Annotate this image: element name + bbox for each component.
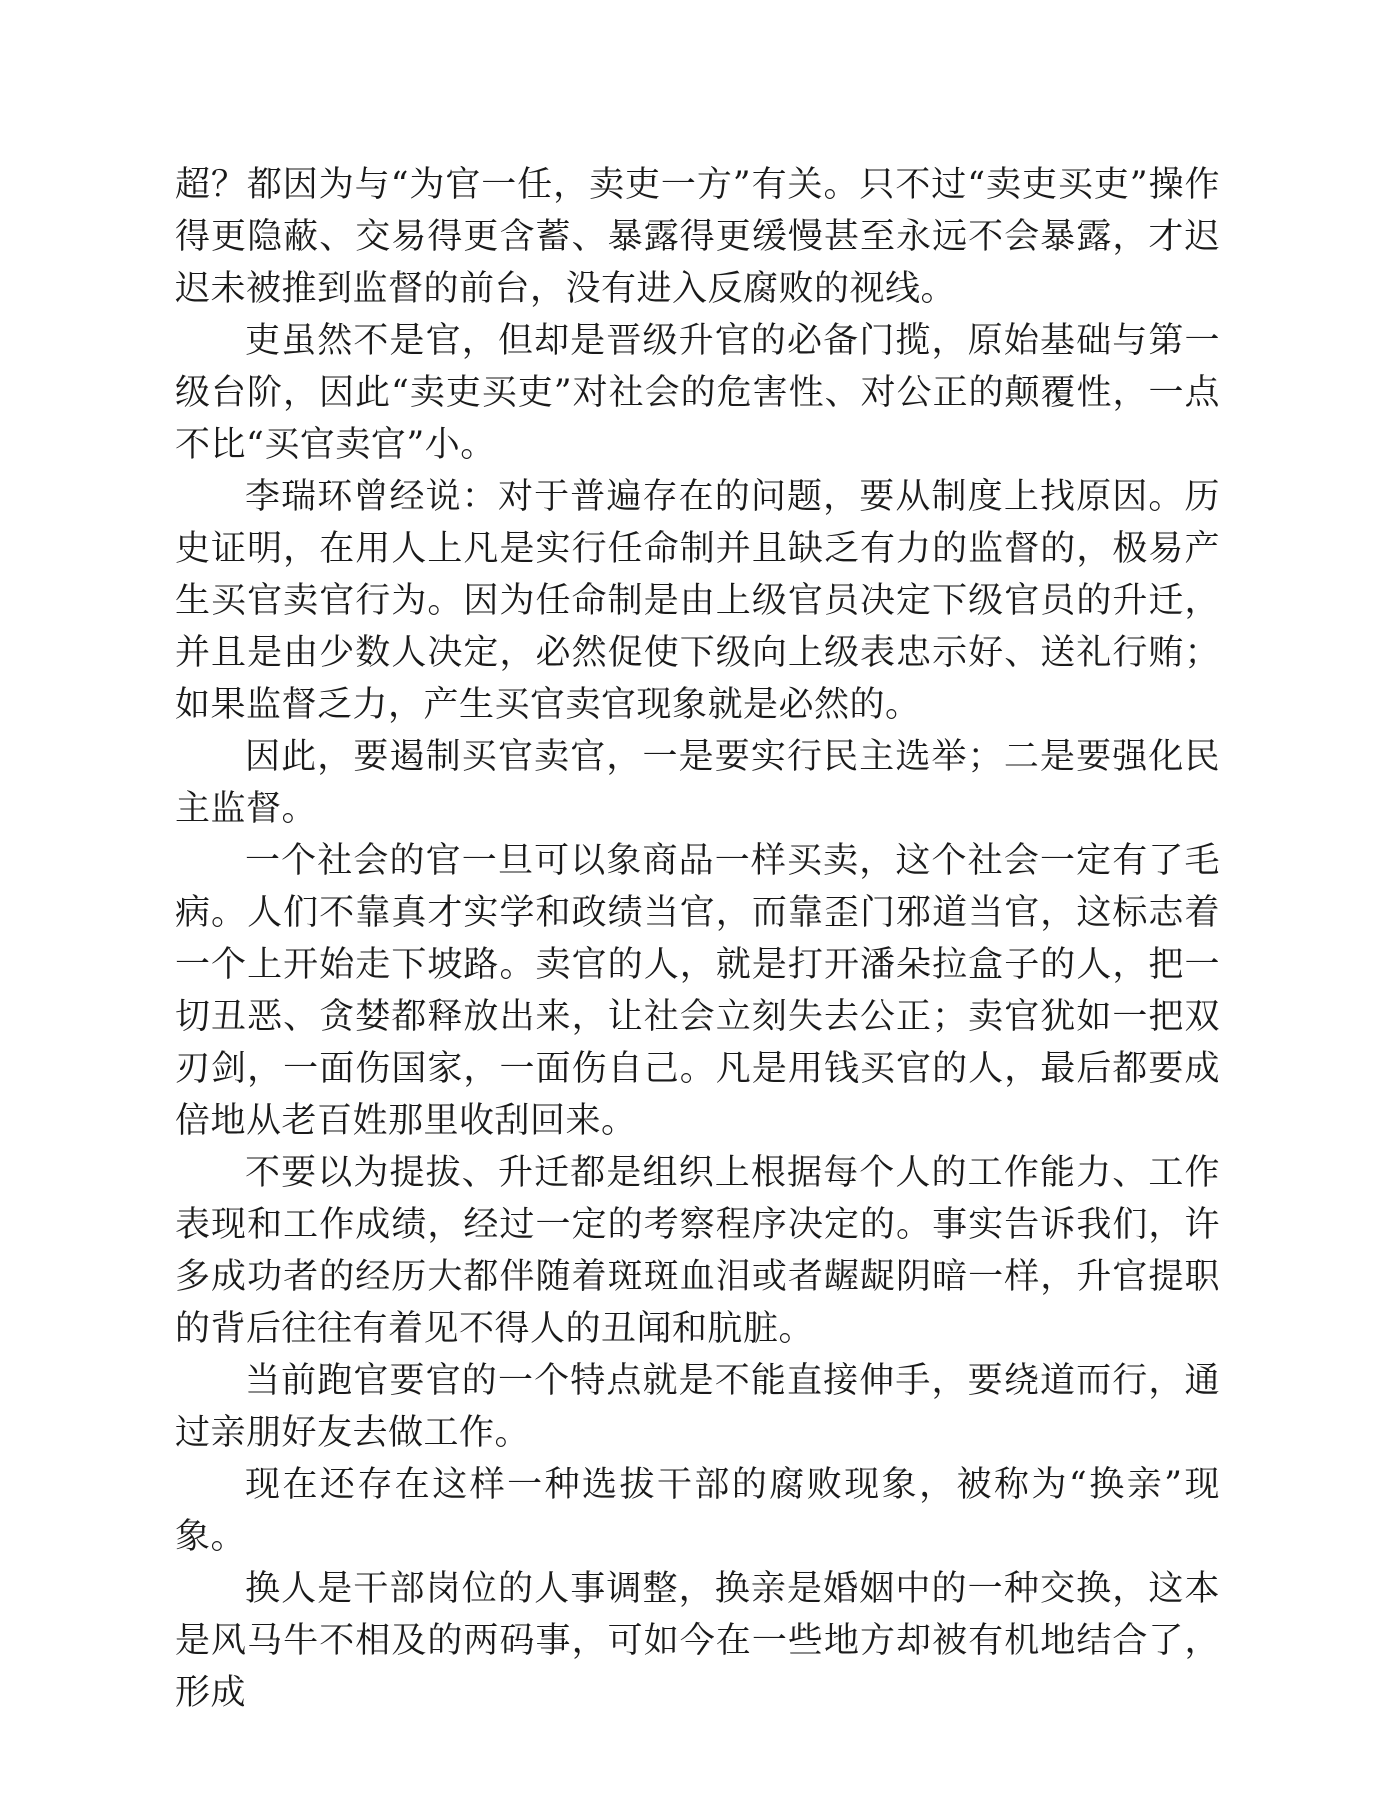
- paragraph-9: 换人是干部岗位的人事调整，换亲是婚姻中的一种交换，这本是风马牛不相及的两码事，可如今在一些地方却被有机地结合了，形成: [175, 1569, 1220, 1713]
- paragraph-6: 不要以为提拔、升迁都是组织上根据每个人的工作能力、工作表现和工作成绩，经过一定的考察程序决定的。事实告诉我们，许多成功者的经历大都伴随着斑斑血泪或者龌龊阴暗一样，升官提职的背后往往有着见不得人的丑闻和肮脏。: [175, 1153, 1220, 1349]
- paragraph-1: 超？都因为与“为官一任，卖吏一方”有关。只不过“卖吏买吏”操作得更隐蔽、交易得更含蓄、暴露得更缓慢甚至永远不会暴露，才迟迟未被推到监督的前台，没有进入反腐败的视线。: [175, 165, 1220, 309]
- paragraph-8: 现在还存在这样一种选拔干部的腐败现象，被称为“换亲”现象。: [175, 1465, 1220, 1557]
- paragraph-3: 李瑞环曾经说：对于普遍存在的问题，要从制度上找原因。历史证明，在用人上凡是实行任命制并且缺乏有力的监督的，极易产生买官卖官行为。因为任命制是由上级官员决定下级官员的升迁，并且是由少数人决定，必然促使下级向上级表忠示好、送礼行贿；如果监督乏力，产生买官卖官现象就是必然的。: [175, 477, 1220, 725]
- paragraph-7: 当前跑官要官的一个特点就是不能直接伸手，要绕道而行，通过亲朋好友去做工作。: [175, 1361, 1220, 1453]
- paragraph-5: 一个社会的官一旦可以象商品一样买卖，这个社会一定有了毛病。人们不靠真才实学和政绩当官，而靠歪门邪道当官，这标志着一个上开始走下坡路。卖官的人，就是打开潘朵拉盒子的人，把一切丑恶、贪婪都释放出来，让社会立刻失去公正；卖官犹如一把双刃剑，一面伤国家，一面伤自己。凡是用钱买官的人，最后都要成倍地从老百姓那里收刮回来。: [175, 841, 1220, 1141]
- document-body: [175, 159, 1220, 1719]
- paragraph-4: 因此，要遏制买官卖官，一是要实行民主选举；二是要强化民主监督。: [175, 737, 1220, 829]
- paragraph-2: 吏虽然不是官，但却是晋级升官的必备门揽，原始基础与第一级台阶，因此“卖吏买吏”对社会的危害性、对公正的颠覆性，一点不比“买官卖官”小。: [175, 321, 1220, 465]
